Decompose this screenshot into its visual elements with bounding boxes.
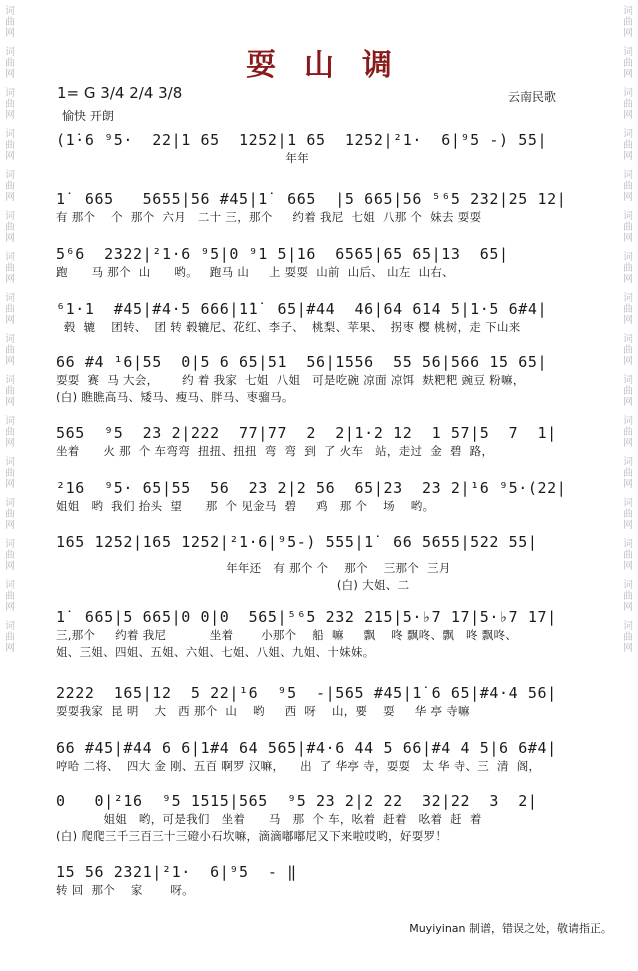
tempo-marking: 愉快 开朗 xyxy=(62,109,114,123)
transcriber-credit: Muyiyinan 制谱，错误之处，敬请指正。 xyxy=(409,922,612,935)
watermark-mark: 词 曲 网 xyxy=(623,6,633,39)
lyric-line: 毂 辘 团转、 团 转 毂辘尼、花红、李子、 桃梨、苹果、 拐枣 樱 桃树，走 下山来 xyxy=(56,320,521,334)
watermark-mark: 词 曲 网 xyxy=(623,580,633,613)
watermark-mark: 词 曲 网 xyxy=(5,6,15,39)
time-signature-1: 3/4 xyxy=(100,84,125,102)
watermark-mark: 词 曲 网 xyxy=(623,539,633,572)
notation-line: 5⁶6 2322|²1·6 ⁹5|0 ⁹1 5|16 6565|65 65|13 65| xyxy=(56,245,509,263)
watermark-mark: 词 曲 网 xyxy=(5,457,15,490)
score-system-10 xyxy=(56,683,586,720)
score-system-13 xyxy=(56,862,586,899)
score-system-12 xyxy=(56,791,586,845)
key-signature xyxy=(57,84,182,102)
score-system-7 xyxy=(56,478,586,515)
watermark-mark: 词 曲 网 xyxy=(5,375,15,408)
lyric-line: 三,那个 约着 我尼 坐着 小那个 船 嘛 飘 咚 飘咚、飘 咚 飘咚、 xyxy=(56,628,518,642)
notation-line: 0 0|²16 ⁹5 1515|565 ⁹5 23 2|2 22 32|22 3 2| xyxy=(56,792,538,810)
watermark-mark: 词 曲 网 xyxy=(5,539,15,572)
watermark-mark: 词 曲 网 xyxy=(623,129,633,162)
lyric-line: 姐姐 哟 我们 抬头 望 那 个 见金马 碧 鸡 那 个 场 哟。 xyxy=(56,499,435,513)
song-source: 云南民歌 xyxy=(508,90,557,104)
notation-line: ⁶1·1 #45|#4·5 666|1̇1̇ 65|#44 46|64 614 5|1·5 6#4| xyxy=(56,300,548,318)
score-system-1 xyxy=(56,130,586,167)
score-system-2 xyxy=(56,189,586,226)
lyric-line: 有 那个 个 那个 六月 二十 三，那个 约着 我尼 七姐 八那 个 妹去 耍耍 xyxy=(56,210,482,224)
notation-line: 565 ⁹5 23 2|222 77|77 2 2|1·2 12 1 57|5 7 1| xyxy=(56,424,557,442)
lyric-line: 转 回 那个 家 呀。 xyxy=(56,883,194,897)
watermark-mark: 词 曲 网 xyxy=(623,47,633,80)
notation-line: 165 1252|165 1252|²1·6|⁹5-) 555|1̇ 66 5655|522 55| xyxy=(56,533,538,551)
time-signature-2: 2/4 xyxy=(129,84,154,102)
watermark-mark: 词 曲 网 xyxy=(5,47,15,80)
score-system-5 xyxy=(56,352,586,406)
watermark-mark: 词 曲 网 xyxy=(623,621,633,654)
score-system-8 xyxy=(56,532,586,594)
watermark-mark: 词 曲 网 xyxy=(623,457,633,490)
notation-line: ²16 ⁹5· 65|55 56 23 2|2 56 65|23 23 2|¹6 ⁹5·(22| xyxy=(56,479,567,497)
notation-line: 66 #4 ¹6|55 0|5 6 65|51 56|1556 55 56|566 15 65| xyxy=(56,353,548,371)
watermark-right xyxy=(620,0,636,971)
lyric-line: 坐着 火 那 个 车弯弯 扭扭、扭扭 弯 弯 到 了 火车 站，走过 金 碧 路， xyxy=(56,444,494,458)
watermark-mark: 词 曲 网 xyxy=(5,498,15,531)
spoken-line: (白) 爬爬三千三百三十三磴小石坎嘛，滴滴嘟嘟尼又下来啦哎哟，好耍罗！ xyxy=(56,829,448,843)
lyric-line: 耍耍 赛 马 大会， 约 着 我家 七姐 八姐 可是吃碗 凉面 凉饵 麸粑粑 豌豆 粉嘛， xyxy=(56,373,525,387)
notation-line: 2222 165|12 5 22|¹6 ⁹5 -|565 #45|1̇ 6 65|#4·4 56| xyxy=(56,684,557,702)
song-title: 耍山调 xyxy=(246,48,420,83)
watermark-mark: 词 曲 网 xyxy=(5,211,15,244)
watermark-mark: 词 曲 网 xyxy=(5,580,15,613)
spoken-line: (白) 瞧瞧高马、矮马、瘦马、胖马、枣骝马。 xyxy=(56,390,294,404)
lyric-line: 跑 马 那个 山 哟。 跑马 山 上 耍耍 山前 山后、 山左 山右、 xyxy=(56,265,454,279)
score-system-11 xyxy=(56,738,586,775)
watermark-mark: 词 曲 网 xyxy=(623,293,633,326)
notation-line: 15 56 2321|²1· 6|⁹5 - ‖ xyxy=(56,863,297,881)
lyric-line: 哼哈 二将、 四大 金 刚、五百 啊罗 汉嘛， 出 了 华亭 寺，耍耍 太 华 寺、三 清 阁， xyxy=(56,759,541,773)
lyric-line: 年年 xyxy=(56,151,310,165)
score-system-3 xyxy=(56,244,586,281)
notation-line: 66 #45|#44 6 6|1#4 64 565|#4·6 44 5 66|#4 4 5|6 6#4| xyxy=(56,739,557,757)
score-system-4 xyxy=(56,299,586,336)
notation-line: 1̇ 665 5655|56 #45|1̇ 665 |5 665|56 ⁵⁶5 232|25 12| xyxy=(56,190,567,208)
lyric-line: 姐姐 哟，可是我们 坐着 马 那 个 车，吆着 赶着 吆着 赶 着 xyxy=(56,812,482,826)
spoken-line: 姐、三姐、四姐、五姐、六姐、七姐、八姐、九姐、十妹妹。 xyxy=(56,645,375,659)
lyric-line: 年年还 有 那个 个 那个 三那个 三月 xyxy=(56,561,451,575)
lyric-line: 耍耍我家 昆 明 大 西 那个 山 哟 西 呀 山，要 耍 华 亭 寺嘛 xyxy=(56,704,470,718)
watermark-mark: 词 曲 网 xyxy=(5,293,15,326)
score-system-6 xyxy=(56,423,586,460)
watermark-mark: 词 曲 网 xyxy=(5,129,15,162)
watermark-mark: 词 曲 网 xyxy=(623,252,633,285)
watermark-mark: 词 曲 网 xyxy=(623,88,633,121)
watermark-mark: 词 曲 网 xyxy=(623,416,633,449)
time-signature-3: 3/8 xyxy=(158,84,183,102)
watermark-mark: 词 曲 网 xyxy=(623,170,633,203)
watermark-left xyxy=(2,0,18,971)
watermark-mark: 词 曲 网 xyxy=(5,621,15,654)
watermark-mark: 词 曲 网 xyxy=(5,170,15,203)
watermark-mark: 词 曲 网 xyxy=(623,498,633,531)
notation-line: 1̇ 665|5 665|0 0|0 565|⁵⁶5 232 215|5·♭7 17|5·♭7 17| xyxy=(56,608,557,626)
notation-line: (1̇·6 ⁹5· 22|1 65 1252|1 65 1252|²1· 6|⁹5 -) 55| xyxy=(56,131,548,149)
watermark-mark: 词 曲 网 xyxy=(5,88,15,121)
watermark-mark: 词 曲 网 xyxy=(623,334,633,367)
watermark-mark: 词 曲 网 xyxy=(5,252,15,285)
watermark-mark: 词 曲 网 xyxy=(5,416,15,449)
score-system-9 xyxy=(56,607,586,661)
key-label: 1= G xyxy=(57,84,96,102)
watermark-mark: 词 曲 网 xyxy=(623,211,633,244)
watermark-mark: 词 曲 网 xyxy=(5,334,15,367)
watermark-mark: 词 曲 网 xyxy=(623,375,633,408)
spoken-line: (白) 大姐、二 xyxy=(56,578,410,592)
